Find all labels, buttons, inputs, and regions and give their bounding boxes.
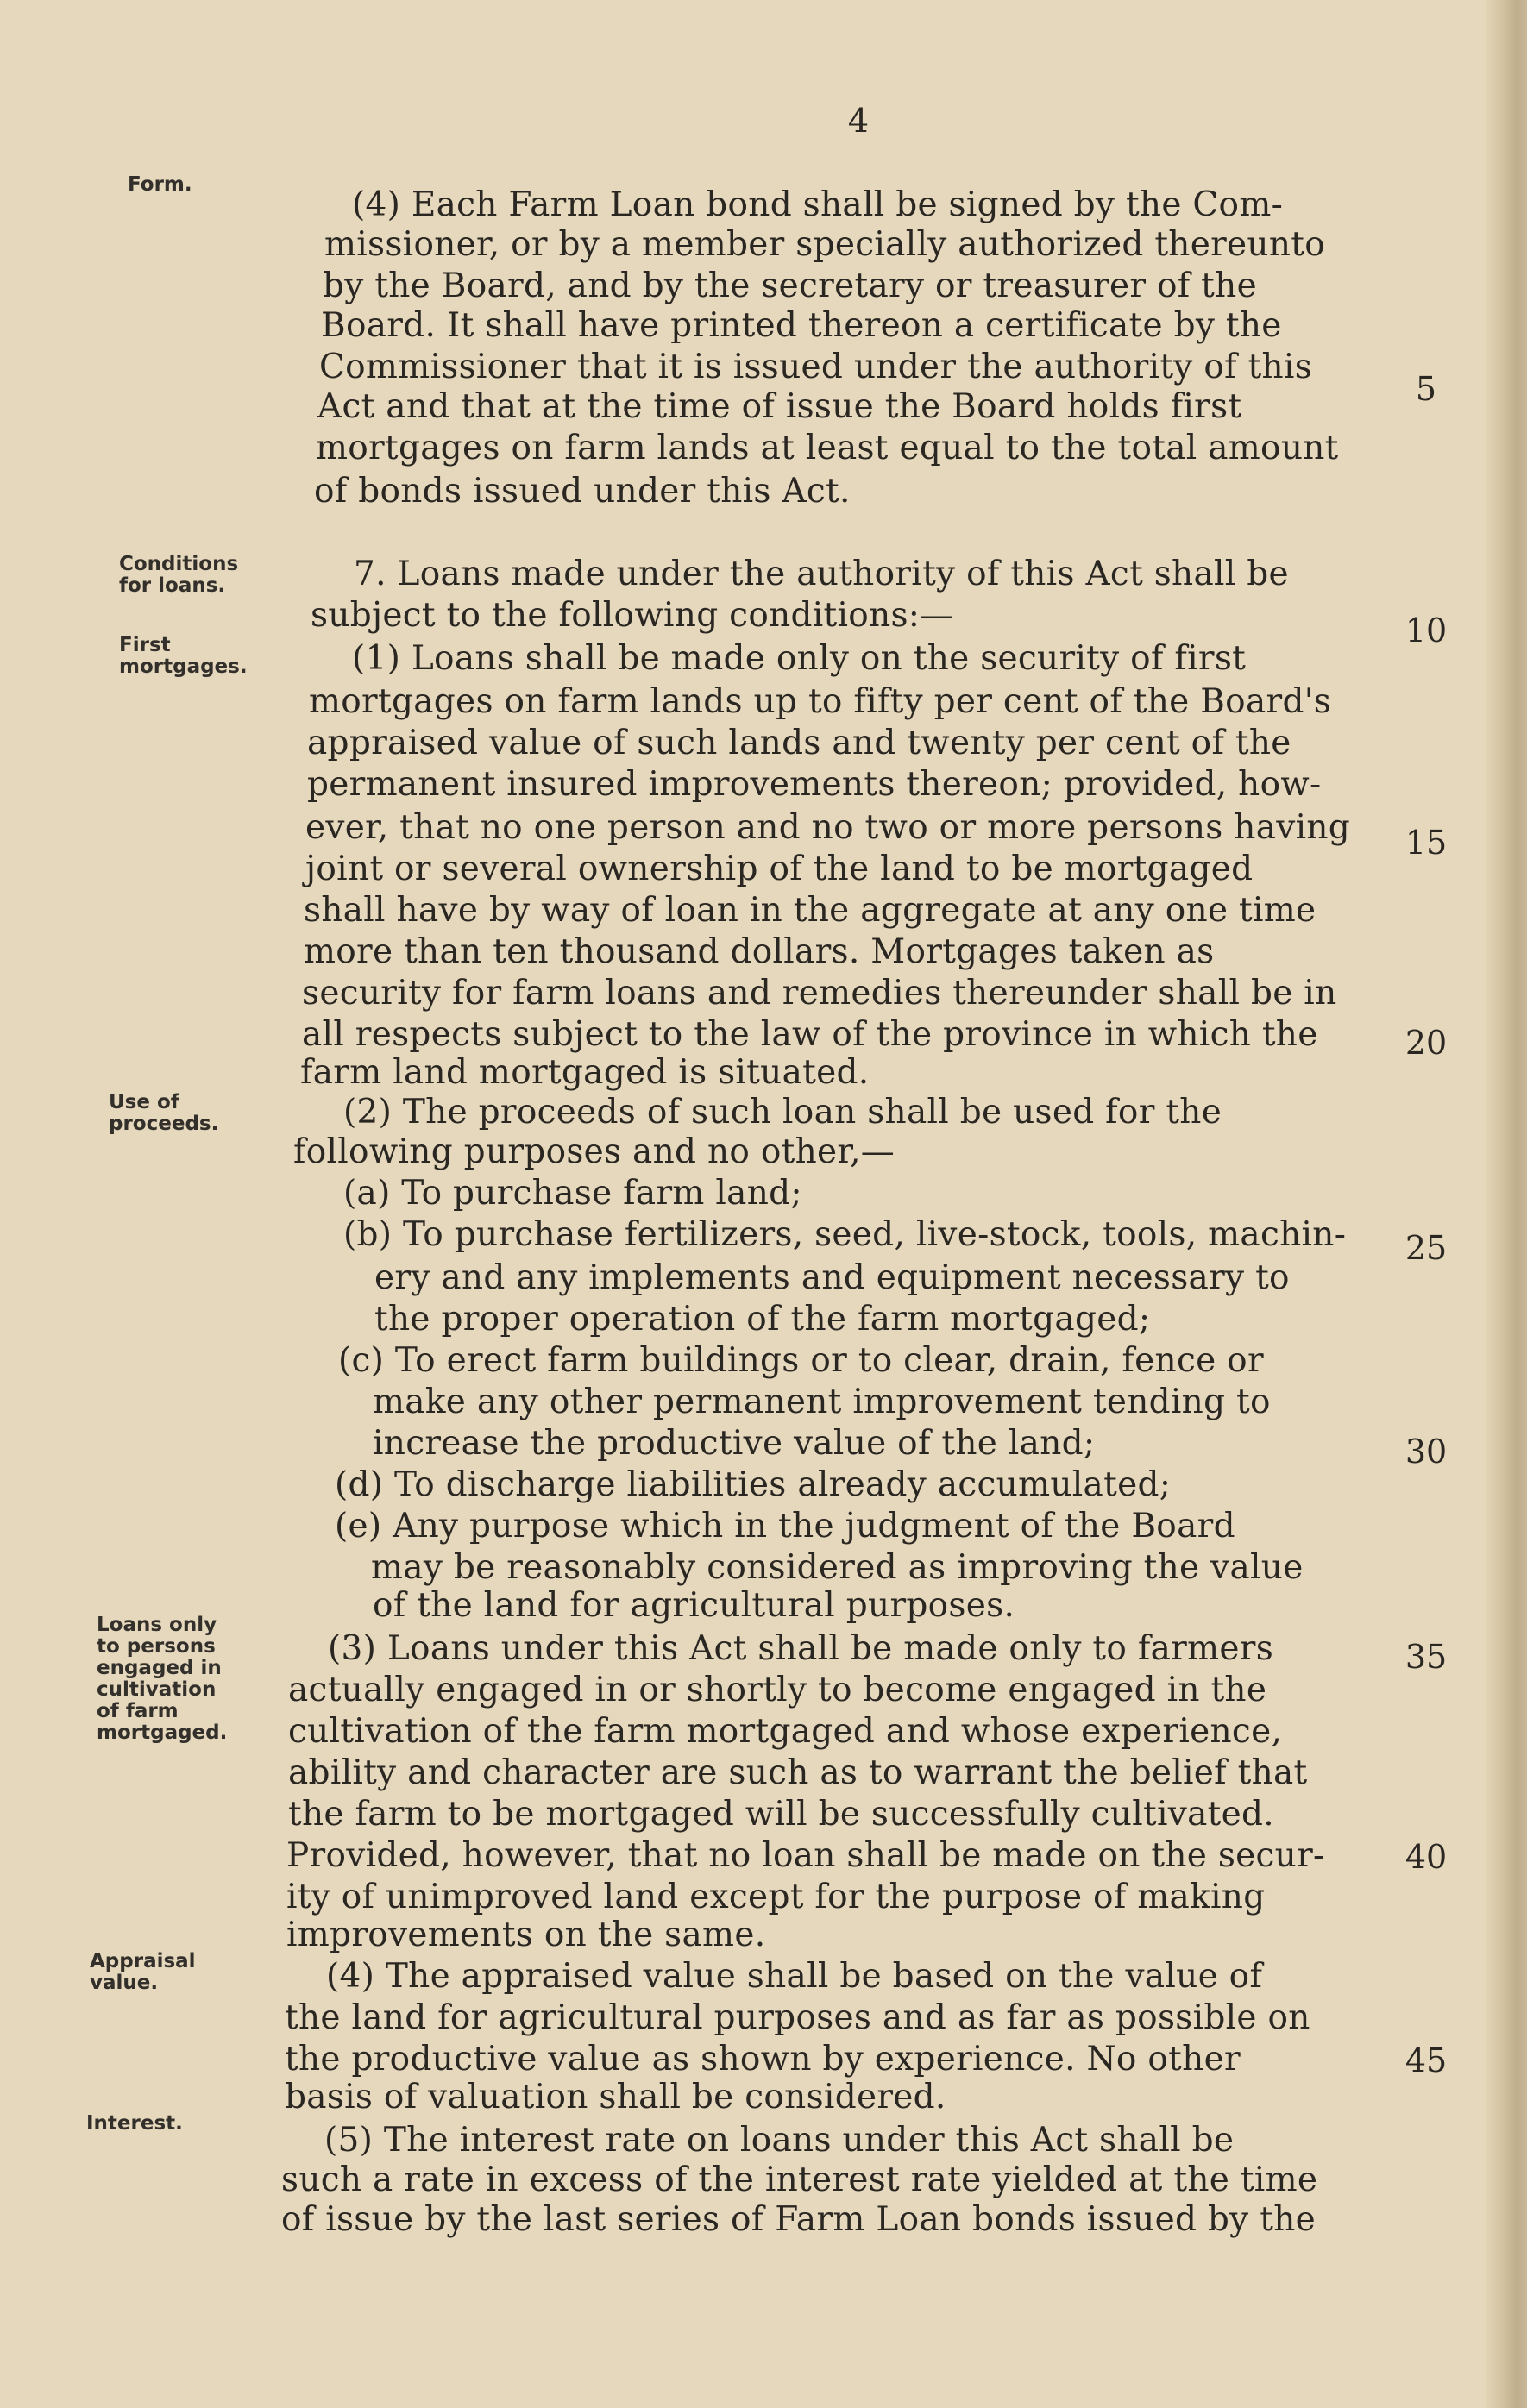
- line-number: 10: [1404, 611, 1448, 649]
- text-line: actually engaged in or shortly to become engaged in the: [288, 1671, 1267, 1709]
- text-line: missioner, or by a member specially authorized thereunto: [324, 225, 1326, 264]
- text-line: mortgages on farm lands at least equal to the total amount: [316, 429, 1339, 467]
- text-line: improvements on the same.: [286, 1916, 766, 1954]
- line-number: 20: [1404, 1024, 1448, 1062]
- text-line: by the Board, and by the secretary or treasurer of the: [323, 267, 1257, 305]
- text-line: (1) Loans shall be made only on the security of first: [352, 639, 1247, 678]
- text-line: mortgages on farm lands up to fifty per cent of the Board's: [309, 682, 1332, 721]
- text-line: (3) Loans under this Act shall be made only to farmers: [328, 1629, 1274, 1668]
- margin-note-appraisal: Appraisal value.: [90, 1950, 196, 1994]
- line-number: 45: [1404, 2041, 1448, 2079]
- text-line: security for farm loans and remedies thereunder shall be in: [302, 974, 1337, 1013]
- text-line: of the land for agricultural purposes.: [373, 1586, 1015, 1625]
- text-line: following purposes and no other,—: [293, 1132, 895, 1171]
- page-edge-shadow: [1486, 0, 1527, 2408]
- text-line: of issue by the last series of Farm Loan bonds issued by the: [281, 2200, 1316, 2239]
- text-line: the farm to be mortgaged will be successfully cultivated.: [288, 1795, 1274, 1834]
- text-line: ever, that no one person and no two or more persons having: [305, 808, 1351, 847]
- margin-note-first-mortgages: First mortgages.: [119, 634, 248, 678]
- line-number: 15: [1404, 824, 1448, 862]
- text-line: all respects subject to the law of the province in which the: [302, 1015, 1318, 1054]
- margin-note-loans-to-persons: Loans only to persons engaged in cultivation of farm mortgaged.: [97, 1614, 228, 1744]
- text-line: 7. Loans made under the authority of this Act shall be: [354, 555, 1289, 593]
- line-number: 35: [1404, 1638, 1448, 1676]
- text-line: the proper operation of the farm mortgaged;: [374, 1300, 1151, 1339]
- text-line: (4) Each Farm Loan bond shall be signed by the Com-: [352, 185, 1284, 224]
- text-line: cultivation of the farm mortgaged and whose experience,: [288, 1712, 1283, 1751]
- text-line: (c) To erect farm buildings or to clear, drain, fence or: [338, 1341, 1264, 1380]
- line-number: 5: [1415, 370, 1437, 408]
- text-line: (5) The interest rate on loans under this Act shall be: [324, 2121, 1235, 2160]
- text-line: (d) To discharge liabilities already accumulated;: [335, 1465, 1172, 1504]
- margin-note-form: Form.: [128, 173, 192, 196]
- margin-note-conditions: Conditions for loans.: [119, 553, 239, 597]
- text-line: may be reasonably considered as improving the value: [371, 1548, 1304, 1587]
- text-line: basis of valuation shall be considered.: [285, 2078, 946, 2116]
- text-line: joint or several ownership of the land to be mortgaged: [305, 850, 1254, 888]
- text-line: (e) Any purpose which in the judgment of the Board: [335, 1507, 1235, 1546]
- text-line: Act and that at the time of issue the Board holds first: [317, 387, 1242, 426]
- text-line: (a) To purchase farm land;: [343, 1174, 802, 1213]
- text-line: Board. It shall have printed thereon a certificate by the: [321, 306, 1282, 345]
- text-line: more than ten thousand dollars. Mortgages taken as: [304, 932, 1215, 971]
- text-line: increase the productive value of the land;: [373, 1424, 1096, 1463]
- text-line: (2) The proceeds of such loan shall be used for the: [343, 1093, 1222, 1132]
- text-line: the land for agricultural purposes and as far as possible on: [285, 1998, 1310, 2037]
- line-number: 25: [1404, 1229, 1448, 1267]
- line-number: 40: [1404, 1838, 1448, 1876]
- text-line: (4) The appraised value shall be based on the value of: [326, 1957, 1263, 1996]
- margin-note-use-of-proceeds: Use of proceeds.: [109, 1091, 219, 1135]
- text-line: Provided, however, that no loan shall be made on the secur-: [286, 1836, 1325, 1875]
- text-line: permanent insured improvements thereon; provided, how-: [307, 765, 1322, 804]
- page-number: 4: [847, 102, 870, 140]
- text-line: subject to the following conditions:—: [311, 596, 954, 635]
- text-line: the productive value as shown by experience. No other: [285, 2040, 1241, 2079]
- text-line: of bonds issued under this Act.: [314, 472, 851, 511]
- text-line: appraised value of such lands and twenty per cent of the: [307, 724, 1291, 762]
- text-line: farm land mortgaged is situated.: [300, 1053, 870, 1092]
- text-line: Commissioner that it is issued under the authority of this: [319, 348, 1313, 386]
- text-line: ability and character are such as to warrant the belief that: [288, 1753, 1308, 1792]
- margin-note-interest: Interest.: [86, 2112, 183, 2135]
- text-line: (b) To purchase fertilizers, seed, live-stock, tools, machin-: [343, 1215, 1347, 1254]
- text-line: make any other permanent improvement tending to: [373, 1383, 1271, 1421]
- text-line: ery and any implements and equipment necessary to: [374, 1258, 1290, 1297]
- text-line: such a rate in excess of the interest rate yielded at the time: [281, 2160, 1318, 2199]
- text-line: ity of unimproved land except for the purpose of making: [286, 1878, 1266, 1916]
- line-number: 30: [1404, 1433, 1448, 1471]
- text-line: shall have by way of loan in the aggregate at any one time: [304, 891, 1316, 930]
